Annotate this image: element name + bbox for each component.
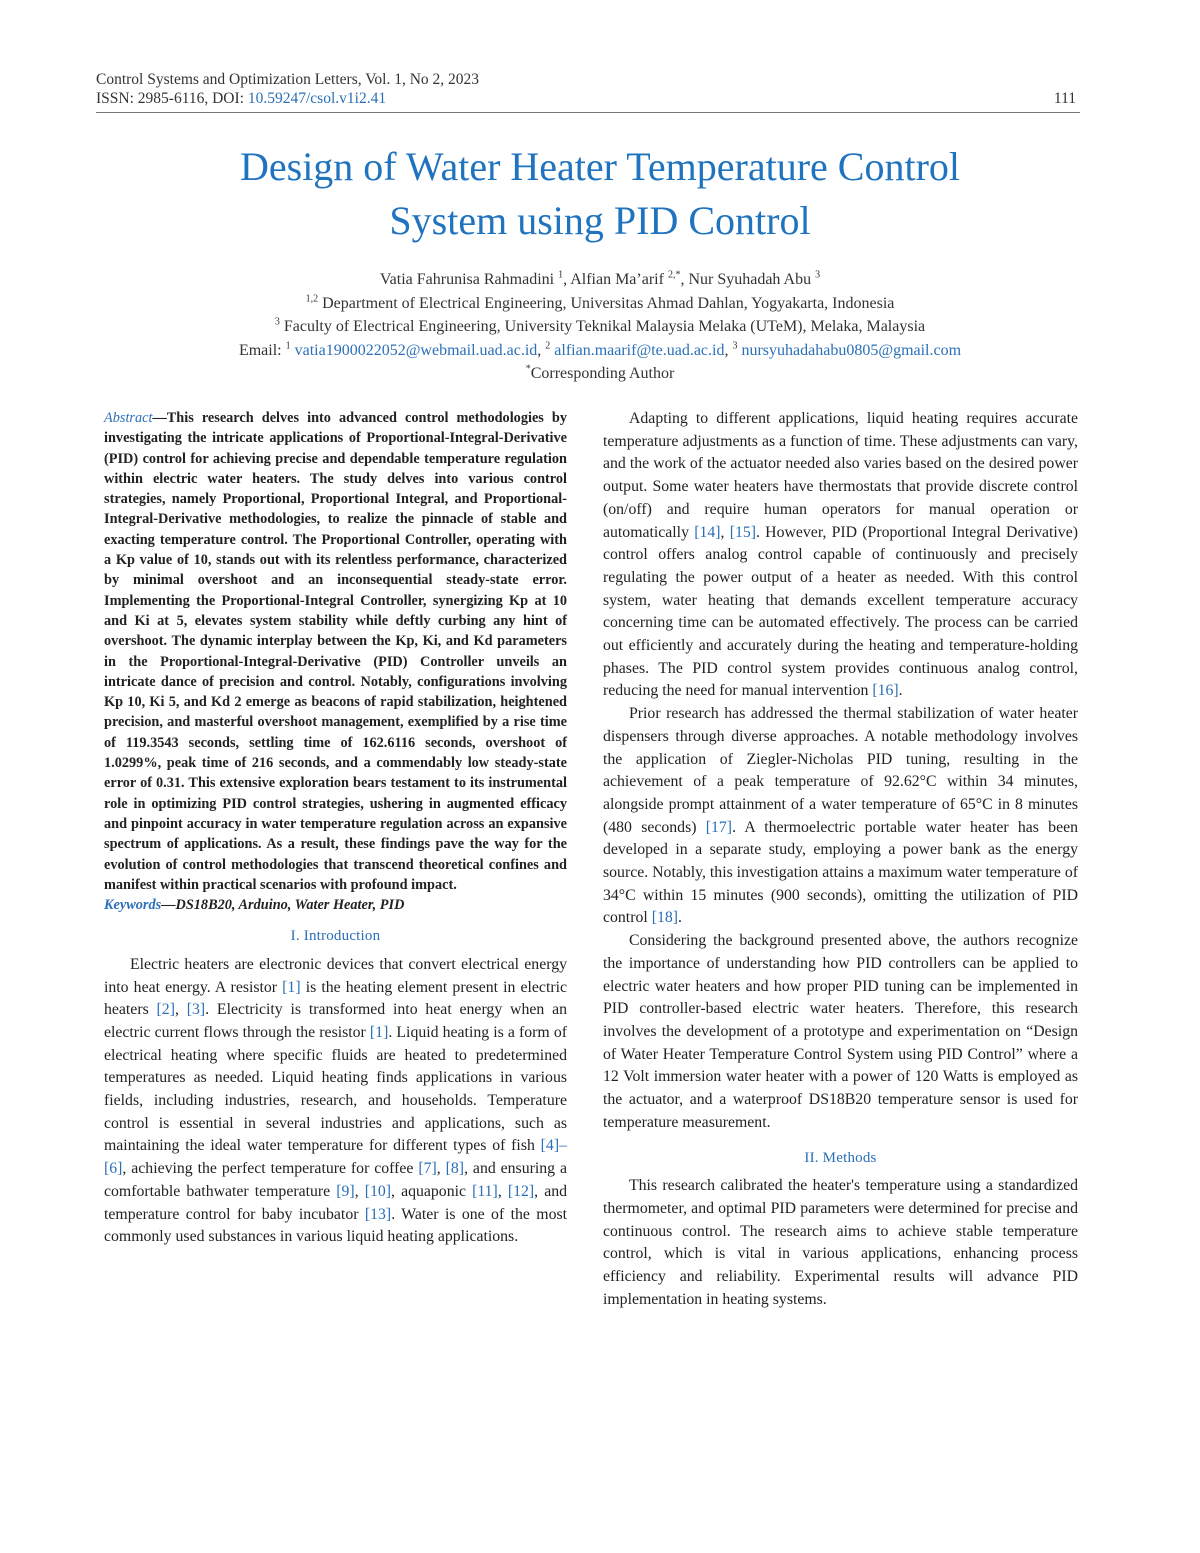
running-header	[96, 70, 1076, 108]
corresponding-note	[100, 362, 1100, 386]
author-sep: ,	[680, 271, 689, 288]
author-sup: 3	[815, 269, 821, 281]
email-label: Email:	[238, 341, 286, 359]
intro-right	[603, 408, 1078, 1135]
issn-text: ISSN: 2985-6116, DOI:	[96, 90, 248, 107]
methods-body	[603, 1175, 1078, 1311]
header-rule	[96, 112, 1080, 113]
abstract	[104, 408, 567, 895]
author-sep: ,	[563, 271, 571, 288]
citation[interactable]: [9]	[336, 1182, 355, 1200]
abstract-dash: —	[152, 410, 167, 426]
intro-paragraph: Prior research has addressed the thermal stabilization of water heater dispensers through diverse approaches. A notable methodology involves the application of Ziegler-Nicholas PID tuning, resulting in the achievement of a peak temperature of 92.62°C within 34 minutes, alongside prompt attainment of a water temperature of 65°C in 8 minutes (480 seconds) [17]. A thermoelectric portable water heater has been developed in a separate study, employing a power bank as the energy source. Notably, this investigation attains a maximum water temperature of 34°C within 15 minutes (900 seconds), omitting the utilization of PID control [18].	[603, 705, 1078, 927]
title-line-2: System using PID Control	[389, 198, 811, 243]
left-column	[104, 408, 567, 1249]
citation[interactable]: [13]	[364, 1205, 392, 1223]
citation[interactable]: [1]	[282, 978, 301, 996]
methods-paragraph: This research calibrated the heater's temperature using a standardized thermometer, and optimal PID parameters were determined for precise and continuous control. The research aims to achieve stable temperature control, which is vital in various applications, enhancing process efficiency and reliability. Experimental results will advance PID implementation in heating systems.	[603, 1177, 1078, 1308]
citation[interactable]: [2]	[156, 1001, 175, 1019]
email-link[interactable]: vatia1900022052@webmail.uad.ac.id	[290, 341, 538, 359]
issn-doi-line	[96, 89, 1076, 108]
abstract-label: Abstract	[104, 410, 153, 426]
section-heading-methods: II. Methods	[804, 1149, 877, 1166]
email-sup: 3	[732, 340, 738, 352]
author-sup: 2,*	[667, 269, 681, 281]
doi-link[interactable]: 10.59247/csol.v1i2.41	[247, 90, 387, 107]
author-sup: 1	[558, 269, 564, 281]
affiliation-2-text: Faculty of Electrical Engineering, University Teknikal Malaysia Melaka (UTeM), Melaka, Malaysia	[279, 318, 926, 335]
affiliation-1-text: Department of Electrical Engineering, Universitas Ahmad Dahlan, Yogyakarta, Indonesia	[318, 294, 895, 312]
affiliation-2-sup: 3	[274, 316, 280, 328]
citation[interactable]: [17]	[705, 818, 733, 836]
citation[interactable]: [12]	[507, 1182, 535, 1200]
citation[interactable]: [14]	[694, 523, 721, 541]
section-heading-introduction: I. Introduction	[290, 928, 381, 945]
email-sep: ,	[724, 341, 733, 359]
author-names	[100, 268, 1100, 292]
citation[interactable]: [10]	[364, 1182, 392, 1200]
corresponding-text: Corresponding Author	[530, 365, 675, 382]
intro-left	[104, 954, 567, 1249]
right-column	[603, 408, 1078, 1311]
citation[interactable]: [18]	[651, 909, 679, 927]
email-sup: 2	[545, 340, 551, 352]
affiliation-1-sup: 1,2	[305, 293, 319, 305]
journal-line: Control Systems and Optimization Letters, Vol. 1, No 2, 2023	[96, 71, 480, 88]
intro-paragraph: Electric heaters are electronic devices that convert electrical energy into heat energy. A resistor [1] is the heating element present in electric heaters [2], [3]. Electricity is transformed into heat energy when an electric current flows through the resistor [1]. Liquid heating is a form of electrical heating where specific fluids are heated to predetermined temperatures as needed. Liquid heating finds applications in various fields, including industries, research, and households. Temperature control is essential in several industries and applications, such as maintaining the ideal water temperature for different types of fish [4]–[6], achieving the perfect temperature for coffee [7], [8], and ensuring a comfortable bathwater temperature [9], [10], aquaponic [11], [12], and temperature control for baby incubator [13]. Water is one of the most commonly used substances in various liquid heating applications.	[104, 955, 568, 1246]
citation[interactable]: [16]	[872, 682, 899, 700]
author-name: Vatia Fahrunisa Rahmadini	[379, 271, 559, 288]
citation[interactable]: [7]	[418, 1160, 437, 1178]
citation[interactable]: [11]	[472, 1182, 498, 1200]
intro-paragraph: Considering the background presented above, the authors recognize the importance of understanding how PID controllers can be applied to electric water heaters and how proper PID tuning can be implemented in PID controller-based electric water heaters. Therefore, this research involves the development of a prototype and experimentation on “Design of Water Heater Temperature Control System using PID Control” where a 12 Volt immersion water heater with a power of 120 Watts is employed as the actuator, and a waterproof DS18B20 temperature sensor is used for temperature measurement.	[603, 932, 1078, 1131]
paper-title	[100, 140, 1100, 248]
abstract-text: This research delves into advanced control methodologies by investigating the intricate applications of Proportional-Integral-Derivative (PID) control for achieving precise and dependable temperature regulation within electric water heaters. The study delves into various control strategies, namely Proportional, Proportional Integral, and Proportional-Integral-Derivative methodologies, to realize the pinnacle of stable and exacting temperature control. The Proportional Controller, operating with a Kp value of 10, stands out with its relentless performance, characterized by minimal overshoot and an inconsequential steady-state error. Implementing the Proportional-Integral Controller, synergizing Kp at 10 and Ki at 5, elevates system stability while deftly curbing any hint of overshoot. The dynamic interplay between the Kp, Ki, and Kd parameters in the Proportional-Integral-Derivative (PID) Controller unveils an intricate dance of precision and control. Notably, configurations involving Kp 10, Ki 5, and Kd 2 emerge as beacons of rapid stabilization, heightened precision, and masterful overshoot management, exemplified by a rise time of 119.3543 seconds, settling time of 162.6116 seconds, overshoot of 1.0299%, peak time of 216 seconds, and a commendably low steady-state error of 0.31. This extensive exploration bears testament to its instrumental role in optimizing PID control strategies, ushering in augmented efficacy and pinpoint accuracy in water temperature regulation across an expansive spectrum of applications. As a result, these findings pave the way for the evolution of control methodologies that transcend theoretical confines and manifest within practical scenarios with profound impact.	[104, 410, 567, 893]
keywords-label: Keywords	[104, 897, 162, 914]
affiliation-1	[100, 292, 1100, 316]
citation[interactable]: [15]	[729, 523, 757, 541]
citation[interactable]: [8]	[445, 1160, 465, 1178]
citation[interactable]: [4]–[6]	[104, 1137, 567, 1178]
title-line-1: Design of Water Heater Temperature Control	[239, 144, 961, 189]
page-number: 111	[1053, 90, 1076, 107]
email-line	[100, 339, 1100, 363]
keywords-text: —DS18B20, Arduino, Water Heater, PID	[161, 897, 405, 914]
citation[interactable]: [3]	[186, 1001, 206, 1019]
corresponding-sup: *	[525, 363, 531, 375]
author-name: Nur Syuhadah Abu	[688, 271, 816, 288]
affiliation-2	[100, 315, 1100, 339]
email-sep: ,	[537, 341, 546, 359]
citation[interactable]: [1]	[369, 1023, 389, 1041]
author-name: Alfian Ma’arif	[570, 271, 668, 288]
keywords	[104, 895, 567, 915]
email-sup: 1	[285, 340, 291, 352]
email-link[interactable]: nursyuhadahabu0805@gmail.com	[737, 341, 962, 359]
author-block	[100, 268, 1100, 386]
intro-paragraph: Adapting to different applications, liquid heating requires accurate temperature adjustments as a function of time. These adjustments can vary, and the work of the actuator needed also varies based on the desired power output. Some water heaters have thermostats that provide discrete control (on/off) and require human operators for manual operation or automatically [14], [15]. However, PID (Proportional Integral Derivative) control offers analog control capable of continuously and precisely regulating the power output of a heater as needed. With this control system, water heating that demands excellent temperature accuracy concerning time can be automated effectively. The process can be carried out efficiently and accurately during the heating and temperature-holding phases. The PID control system provides continuous analog control, reducing the need for manual intervention [16].	[603, 410, 1078, 700]
email-link[interactable]: alfian.maarif@te.uad.ac.id	[550, 341, 725, 359]
